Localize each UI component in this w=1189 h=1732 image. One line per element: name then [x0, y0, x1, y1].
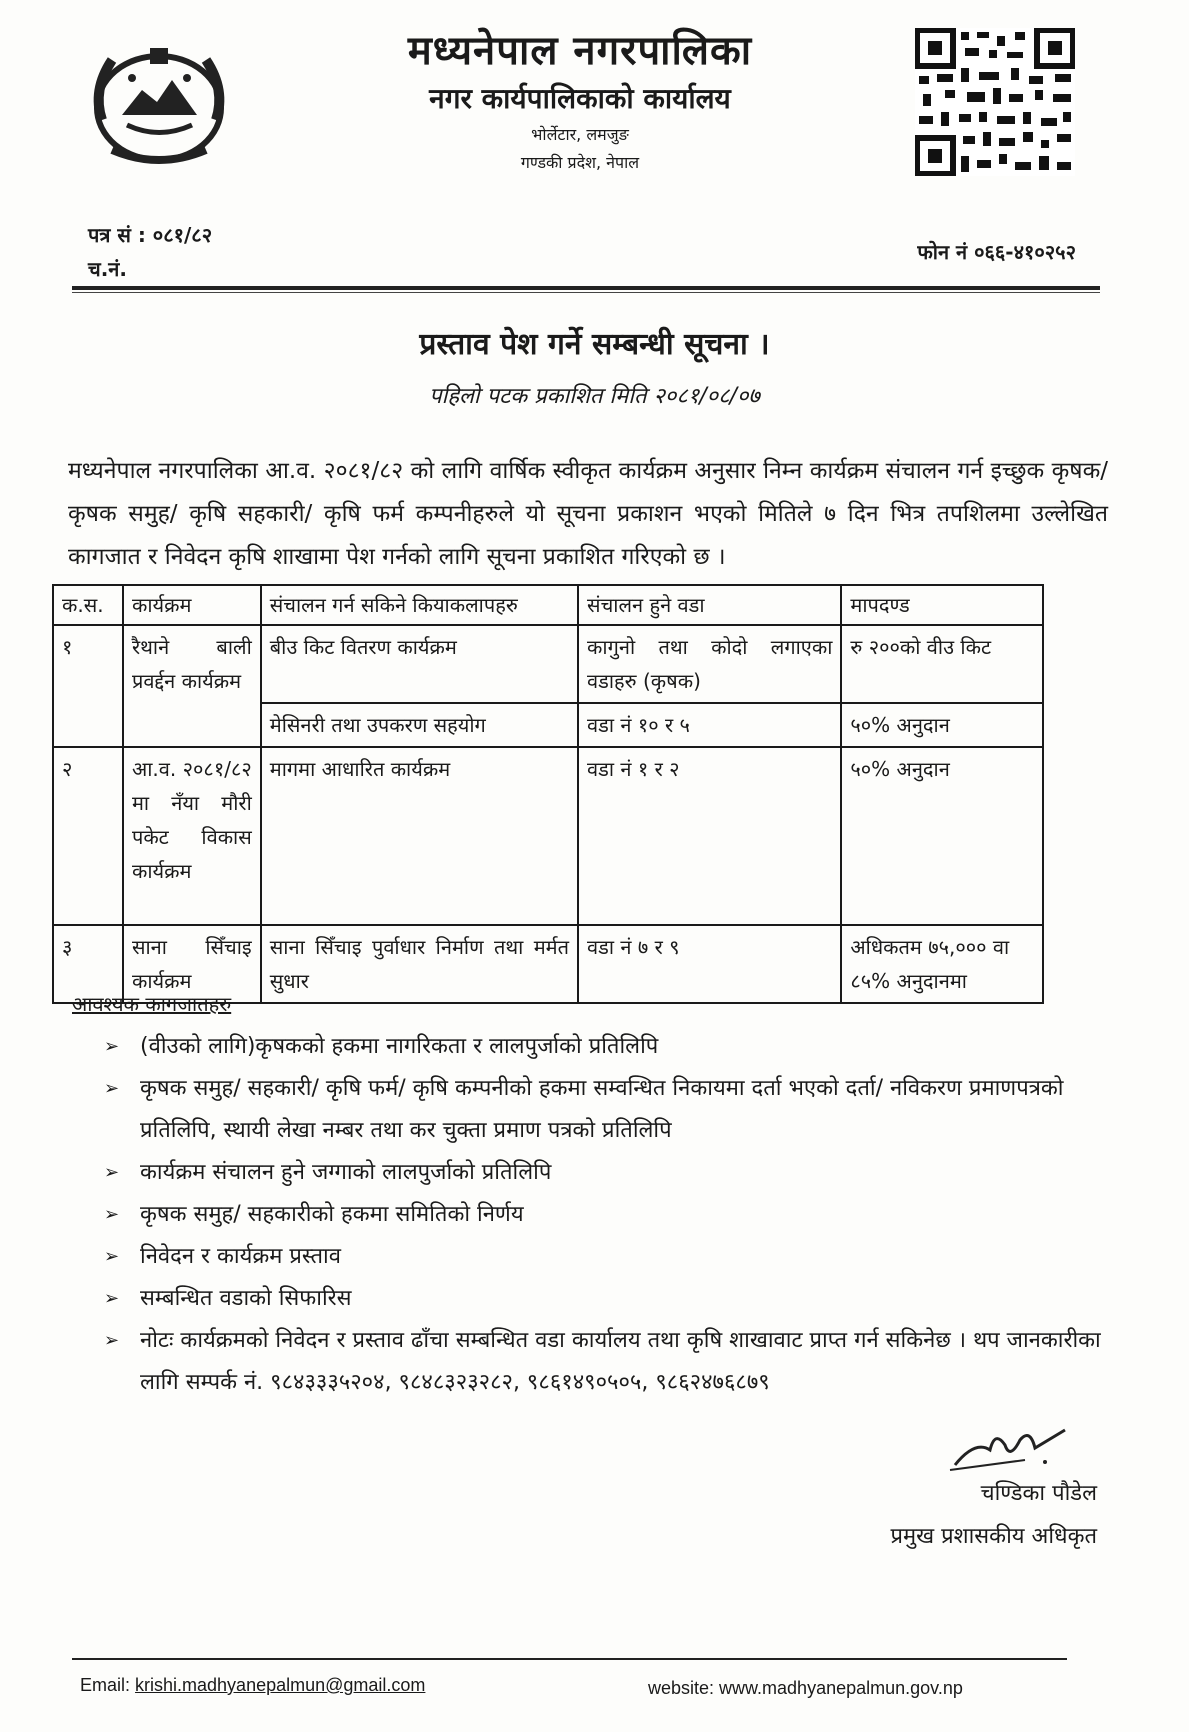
notice-title: प्रस्ताव पेश गर्ने सम्बन्धी सूचना ।: [419, 327, 770, 362]
document-item-text: कार्यक्रम संचालन हुने जग्गाको लालपुर्जाको प्रतिलिपि: [140, 1160, 552, 1185]
table-row: [53, 747, 1043, 925]
col-header-ward: संचालन हुने वडा: [578, 585, 841, 625]
list-item: [100, 1320, 1110, 1404]
signatory-title: प्रमुख प्रशासकीय अधिकृत: [890, 1524, 1097, 1549]
address-line-2: गण्डकी प्रदेश, नेपाल: [520, 153, 640, 172]
documents-heading: आवश्यक कागजातहरु: [72, 992, 232, 1016]
list-item: [100, 1152, 1110, 1194]
arrow-bullet-icon: ➢: [104, 1162, 120, 1183]
letterhead: [330, 25, 830, 177]
phone-number: फोन नं ०६६-४१०२५२: [917, 240, 1076, 264]
cell-ward: कागुनो तथा कोदो लगाएका वडाहरु (कृषक): [578, 625, 841, 703]
table-row: [53, 625, 1043, 703]
footer-email: [80, 1675, 425, 1696]
email-label: Email:: [80, 1675, 131, 1695]
cell-program: रैथाने बाली प्रवर्द्दन कार्यक्रम: [123, 625, 261, 747]
cell-criteria: अधिकतम ७५,००० वा ८५% अनुदानमा: [841, 925, 1043, 1003]
cell-program: साना सिँचाइ कार्यक्रम: [123, 925, 261, 1003]
cell-activity: साना सिँचाइ पुर्वाधार निर्माण तथा मर्मत सुधार: [261, 925, 578, 1003]
signatory-name: चण्डिका पौडेल: [980, 1481, 1097, 1506]
org-name: मध्यनेपाल नगरपालिका: [407, 28, 753, 74]
notice-body: मध्यनेपाल नगरपालिका आ.व. २०८१/८२ को लागि वार्षिक स्वीकृत कार्यक्रम अनुसार निम्न कार्यक्रम संचालन गर्न इच्छुक कृषक/कृषक समुह/ कृषि सहकारी/ कृषि फर्म कम्पनीहरुले यो सूचना प्रकाशन भएको मितिले ७ दिन भित्र तपशिलमा उल्लेखित कागजात र निवेदन कृषि शाखामा पेश गर्नको लागि सूचना प्रकाशित गरिएको छ ।: [68, 458, 1108, 570]
cell-ward: वडा नं १० र ५: [578, 703, 841, 747]
cell-ward: वडा नं ७ र ९: [578, 925, 841, 1003]
table-header-row: [53, 585, 1043, 625]
header-rule-thin: [72, 292, 1100, 293]
document-item-text: कृषक समुह/ सहकारीको हकमा समितिको निर्णय: [140, 1202, 524, 1227]
cell-criteria: ५०% अनुदान: [841, 703, 1043, 747]
col-header-program: कार्यक्रम: [123, 585, 261, 625]
arrow-bullet-icon: ➢: [104, 1330, 120, 1351]
office-name: नगर कार्यपालिकाको कार्यालय: [429, 82, 731, 115]
documents-list: [100, 1026, 1110, 1404]
document-item-text: सम्बन्धित वडाको सिफारिस: [140, 1286, 352, 1311]
qr-code-icon: [915, 28, 1075, 176]
document-item-text: कृषक समुह/ सहकारी/ कृषि फर्म/ कृषि कम्पनीको हकमा सम्वन्धित निकायमा दर्ता भएको दर्ता/ नविकरण प्रमाणपत्रको प्रतिलिपि, स्थायी लेखा नम्बर तथा कर चुक्ता प्रमाण पत्रको प्रतिलिपि: [140, 1076, 1064, 1143]
list-item: [100, 1194, 1110, 1236]
arrow-bullet-icon: ➢: [104, 1036, 120, 1057]
list-item: [100, 1068, 1110, 1152]
document-item-text: नोटः कार्यक्रमको निवेदन र प्रस्ताव ढाँचा सम्बन्धित वडा कार्यालय तथा कृषि शाखावाट प्राप्त गर्न सकिनेछ । थप जानकारीका लागि सम्पर्क नं. ९८४३३३५२०४, ९८४८३२३२८२, ९८६१४९०५०५, ९८६२४७६८७९: [140, 1328, 1101, 1395]
letter-number: पत्र सं : ०८१/८२: [88, 223, 213, 247]
header-rule: [72, 286, 1100, 290]
reference-block: [88, 218, 212, 286]
list-item: [100, 1236, 1110, 1278]
program-table: [52, 584, 1044, 1004]
arrow-bullet-icon: ➢: [104, 1078, 120, 1099]
arrow-bullet-icon: ➢: [104, 1246, 120, 1267]
arrow-bullet-icon: ➢: [104, 1204, 120, 1225]
list-item: [100, 1278, 1110, 1320]
col-header-criteria: मापदण्ड: [841, 585, 1043, 625]
list-item: [100, 1026, 1110, 1068]
arrow-bullet-icon: ➢: [104, 1288, 120, 1309]
cell-activity: मेसिनरी तथा उपकरण सहयोग: [261, 703, 578, 747]
address-line-1: भोर्लेटार, लमजुङ: [531, 125, 629, 144]
document-item-text: (वीउको लागि)कृषकको हकमा नागरिकता र लालपुर्जाको प्रतिलिपि: [140, 1034, 659, 1059]
cell-program: आ.व. २०८१/८२ मा नँया मौरी पकेट विकास कार्यक्रम: [123, 747, 261, 925]
cell-sn: ३: [53, 925, 123, 1003]
cell-sn: २: [53, 747, 123, 925]
publish-date: पहिलो पटक प्रकाशित मिति २०८१/०८/०७: [429, 384, 760, 409]
cell-criteria: ५०% अनुदान: [841, 747, 1043, 925]
handwritten-signature-icon: [945, 1420, 1075, 1480]
cell-sn: १: [53, 625, 123, 747]
cell-activity: बीउ किट वितरण कार्यक्रम: [261, 625, 578, 703]
col-header-sn: क.स.: [53, 585, 123, 625]
col-header-activity: संचालन गर्न सकिने कियाकलापहरु: [261, 585, 578, 625]
cell-criteria: रु २००को वीउ किट: [841, 625, 1043, 703]
footer-rule: [72, 1658, 1067, 1660]
nepal-government-emblem-icon: [72, 30, 247, 175]
document-item-text: निवेदन र कार्यक्रम प्रस्ताव: [140, 1244, 341, 1269]
cell-activity: मागमा आधारित कार्यक्रम: [261, 747, 578, 925]
footer-website[interactable]: website: www.madhyanepalmun.gov.np: [648, 1678, 963, 1698]
cell-ward: वडा नं १ र २: [578, 747, 841, 925]
email-link[interactable]: krishi.madhyanepalmun@gmail.com: [135, 1675, 426, 1695]
dispatch-number: च.नं.: [88, 257, 127, 281]
